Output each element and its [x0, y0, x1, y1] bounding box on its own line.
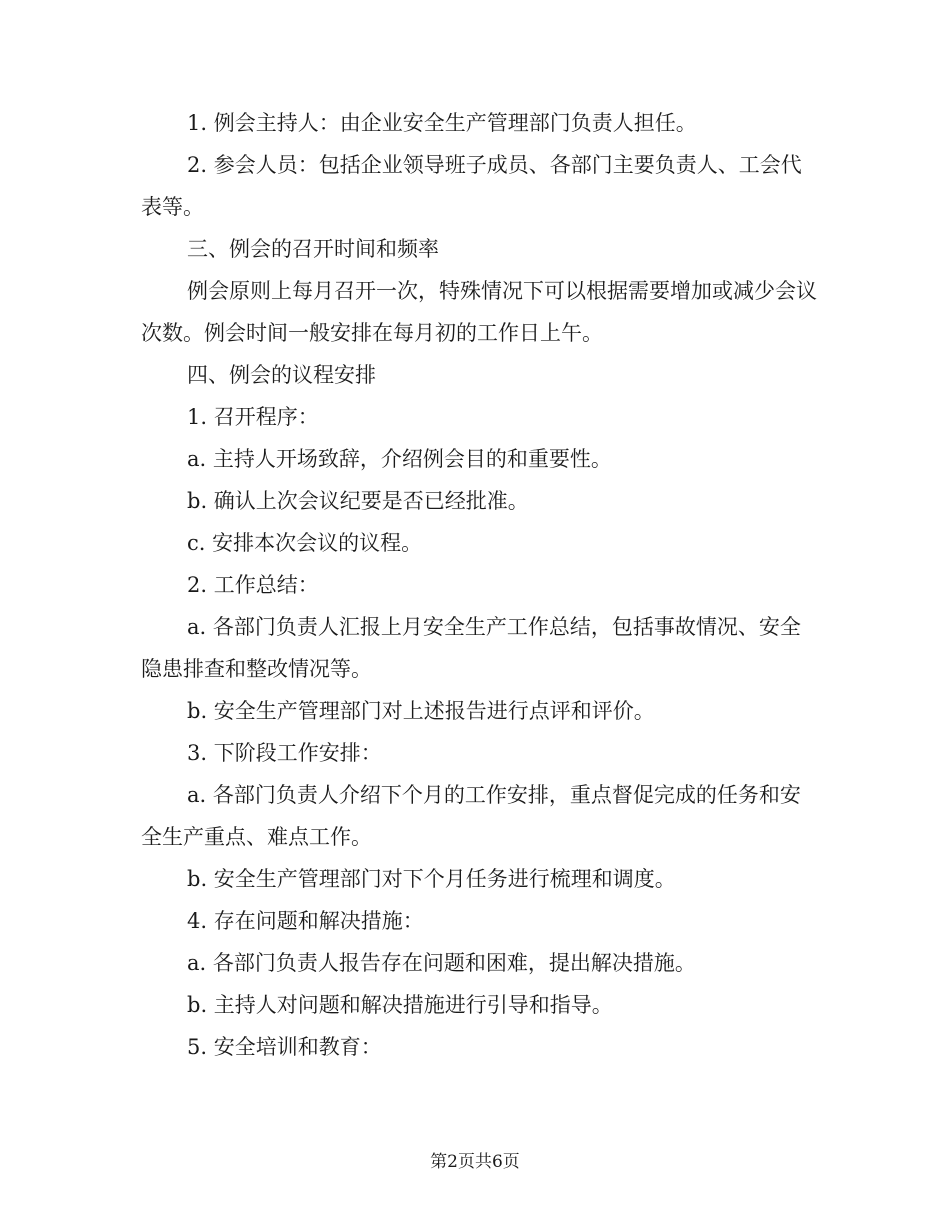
page-number: 第2页共6页 — [430, 1152, 520, 1172]
list-item: b. 安全生产管理部门对上述报告进行点评和评价。 — [187, 699, 655, 723]
paragraph: 例会原则上每月召开一次，特殊情况下可以根据需要增加或减少会议次数。例会时间一般安排在每月初的工作日上午。 — [141, 279, 817, 345]
section-heading: 三、例会的召开时间和频率 — [187, 237, 439, 261]
paragraph: 1. 例会主持人：由企业安全生产管理部门负责人担任。 — [187, 111, 697, 135]
list-item: a. 各部门负责人介绍下个月的工作安排，重点督促完成的任务和安全生产重点、难点工作。 — [141, 783, 801, 849]
list-item: b. 主持人对问题和解决措施进行引导和指导。 — [187, 993, 613, 1017]
paragraph: 2. 参会人员：包括企业领导班子成员、各部门主要负责人、工会代表等。 — [141, 153, 802, 219]
section-heading: 四、例会的议程安排 — [187, 363, 376, 387]
list-item: 4. 存在问题和解决措施： — [187, 909, 424, 933]
list-item: c. 安排本次会议的议程。 — [187, 531, 423, 555]
list-item: 1. 召开程序： — [187, 405, 319, 429]
list-item: a. 各部门负责人报告存在问题和困难，提出解决措施。 — [187, 951, 696, 975]
list-item: b. 确认上次会议纪要是否已经批准。 — [187, 489, 529, 513]
list-item: b. 安全生产管理部门对下个月任务进行梳理和调度。 — [187, 867, 676, 891]
list-item: 2. 工作总结： — [187, 573, 319, 597]
list-item: a. 主持人开场致辞，介绍例会目的和重要性。 — [187, 447, 612, 471]
list-item: 3. 下阶段工作安排： — [187, 741, 382, 765]
list-item: a. 各部门负责人汇报上月安全生产工作总结，包括事故情况、安全隐患排查和整改情况等。 — [141, 615, 801, 681]
list-item: 5. 安全培训和教育： — [187, 1035, 382, 1059]
